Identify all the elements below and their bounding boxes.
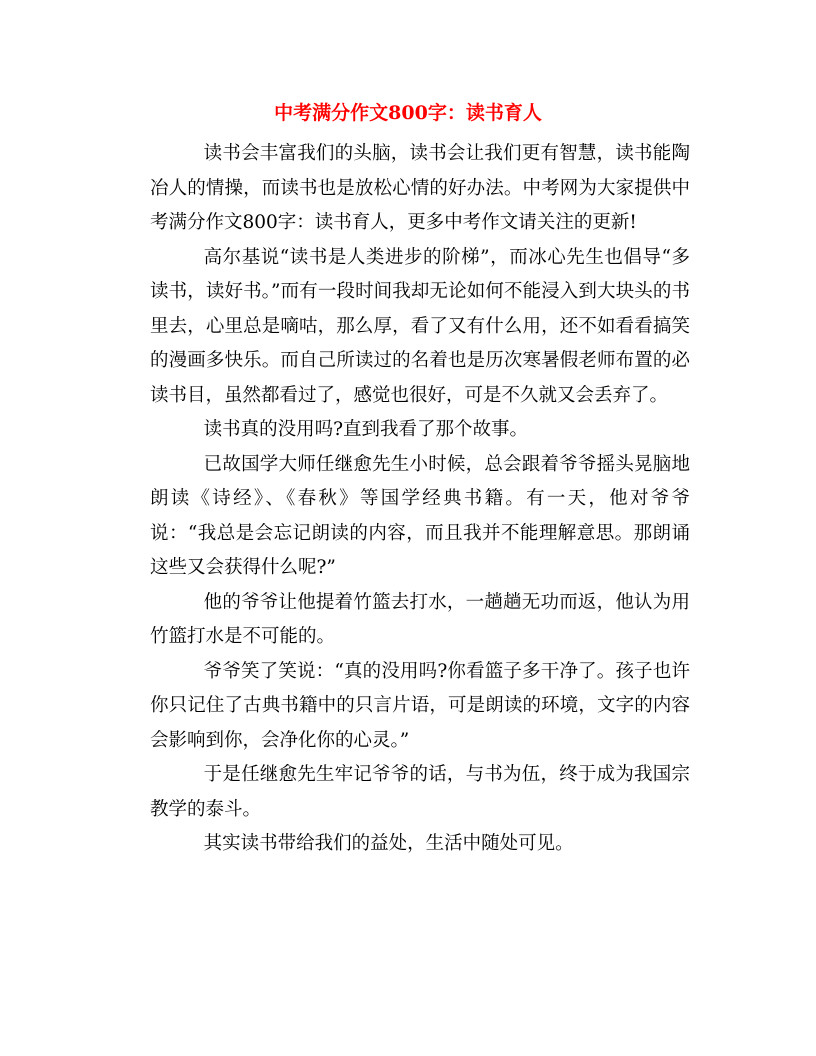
paragraph: 读书会丰富我们的头脑，读书会让我们更有智慧，读书能陶冶人的情操，而读书也是放松心情的好办法。中考网为大家提供中考满分作文800字：读书育人，更多中考作文请关注的更新! — [150, 143, 690, 233]
paragraph: 于是任继愈先生牢记爷爷的话，与书为伍，终于成为我国宗教学的泰斗。 — [150, 764, 690, 820]
paragraph: 其实读书带给我们的益处，生活中随处可见。 — [203, 833, 574, 854]
page-title: 中考满分作文800字：读书育人 — [274, 102, 542, 124]
paragraph: 读书真的没用吗?直到我看了那个故事。 — [203, 419, 529, 440]
paragraph: 已故国学大师任继愈先生小时候，总会跟着爷爷摇头晃脑地朗读《诗经》、《春秋》等国学经典书籍。有一天，他对爷爷说：“我总是会忘记朗读的内容，而且我并不能理解意思。那朗诵这些又会获得什么呢?” — [150, 453, 690, 578]
paragraph: 高尔基说“读书是人类进步的阶梯”，而冰心先生也倡导“多读书，读好书。”而有一段时间我却无论如何不能浸入到大块头的书里去，心里总是嘀咕，那么厚，看了又有什么用，还不如看看搞笑的漫画多快乐。而自己所读过的名着也是历次寒暑假老师布置的必读书目，虽然都看过了，感觉也很好，可是不久就又会丢弃了。 — [150, 246, 690, 406]
paragraph: 爷爷笑了笑说：“真的没用吗?你看篮子多干净了。孩子也许你只记住了古典书籍中的只言片语，可是朗读的环境，文字的内容会影响到你，会净化你的心灵。” — [150, 660, 690, 751]
paragraph: 他的爷爷让他提着竹篮去打水，一趟趟无功而返，他认为用竹篮打水是不可能的。 — [150, 591, 690, 647]
article-body — [150, 137, 690, 862]
